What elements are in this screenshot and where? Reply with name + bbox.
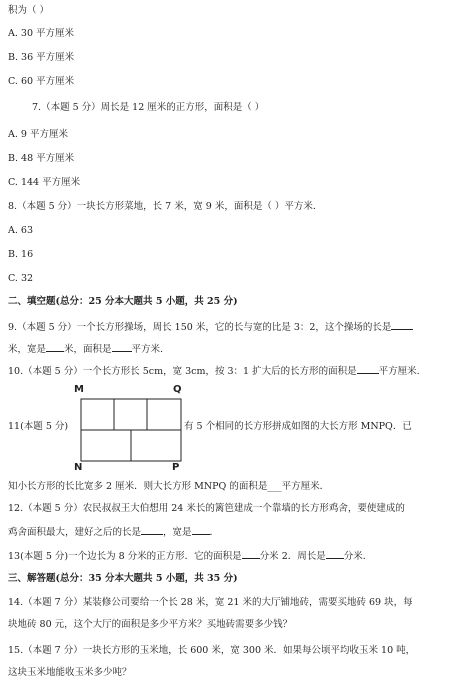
text-fragment: 分米 2．周长是 — [259, 551, 326, 562]
question-11-label: 11(本题 5 分) — [8, 421, 69, 432]
answer-blank — [112, 341, 132, 352]
answer-blank — [326, 548, 344, 559]
text-fragment: 米，宽是 — [8, 344, 47, 355]
label-m: M — [74, 384, 84, 395]
question-12-cont — [8, 524, 447, 539]
question-9-cont — [8, 341, 447, 356]
text-fragment: 13(本题 5 分)一个边长为 8 分米的正方形．它的面积是 — [8, 551, 242, 562]
option-c: C. 60 平方厘米 — [8, 76, 75, 87]
option-a: A. 9 平方厘米 — [8, 129, 68, 140]
question-9 — [8, 319, 447, 334]
text-fragment: 平方米. — [131, 344, 164, 355]
text-fragment: 鸡舍面积最大，建好之后的长是 — [8, 527, 142, 538]
label-p: P — [172, 462, 180, 473]
question-14: 14.（本题 7 分）某装修公司要给一个长 28 米，宽 21 米的大厅铺地砖，需要买地砖 69 块，每 — [8, 597, 413, 608]
label-q: Q — [173, 384, 182, 395]
question-7: 7.（本题 5 分）周长是 12 厘米的正方形，面积是（ ） — [32, 102, 265, 113]
text-fragment: 米，面积是 — [64, 344, 112, 355]
question-13 — [8, 548, 447, 563]
answer-blank — [141, 524, 163, 535]
answer-blank — [192, 524, 210, 535]
option-b: B. 36 平方厘米 — [8, 52, 75, 63]
option-b: B. 16 — [8, 249, 34, 260]
option-c: C. 32 — [8, 273, 34, 284]
answer-blank — [242, 548, 260, 559]
question-8: 8.（本题 5 分）一块长方形菜地，长 7 米，宽 9 米，面积是（ ）平方米. — [8, 201, 316, 212]
question-14-cont: 块地砖 80 元，这个大厅的面积是多少平方米？买地砖需要多少钱？ — [8, 619, 293, 630]
label-n: N — [74, 462, 83, 473]
text-fragment: 分米． — [343, 551, 373, 562]
question-11-cont: 知小长方形的长比宽多 2 厘米．则大长方形 MNPQ 的面积是___平方厘米． — [8, 481, 330, 492]
text-fragment: ． — [209, 527, 220, 538]
text-line: 积为（ ） — [8, 5, 50, 16]
question-15-cont: 这块玉米地能收玉米多少吨？ — [8, 667, 132, 678]
answer-blank — [391, 319, 413, 330]
question-11-text: 有 5 个相同的长方形拼成如图的大长方形 MNPQ．已 — [184, 421, 412, 432]
option-a: A. 63 — [8, 225, 33, 236]
option-c: C. 144 平方厘米 — [8, 177, 81, 188]
section-heading-answer: 三、解答题(总分：35 分本大题共 5 小题，共 35 分) — [8, 573, 238, 584]
answer-blank — [357, 363, 379, 374]
answer-blank — [46, 341, 64, 352]
question-12: 12.（本题 5 分）农民叔叔王大伯想用 24 米长的篱笆建成一个靠墙的长方形鸡舍，要使建成的 — [8, 503, 405, 514]
question-10 — [8, 363, 447, 378]
text-fragment: 10.（本题 5 分）一个长方形长 5cm，宽 3cm，按 3：1 扩大后的长方形的面积是 — [8, 366, 357, 377]
question-9-text: 9.（本题 5 分）一个长方形操场，周长 150 米，它的长与宽的比是 3：2，这个操场的长是 — [8, 322, 392, 333]
question-15: 15.（本题 7 分）一块长方形的玉米地，长 600 米，宽 300 米．如果每公顷平均收玉米 10 吨， — [8, 645, 416, 656]
section-heading-fill-in: 二、填空题(总分：25 分本大题共 5 小题，共 25 分) — [8, 296, 238, 307]
option-b: B. 48 平方厘米 — [8, 153, 75, 164]
text-fragment: 平方厘米. — [378, 366, 420, 377]
text-fragment: ，宽是 — [163, 527, 192, 538]
option-a: A. 30 平方厘米 — [8, 28, 75, 39]
